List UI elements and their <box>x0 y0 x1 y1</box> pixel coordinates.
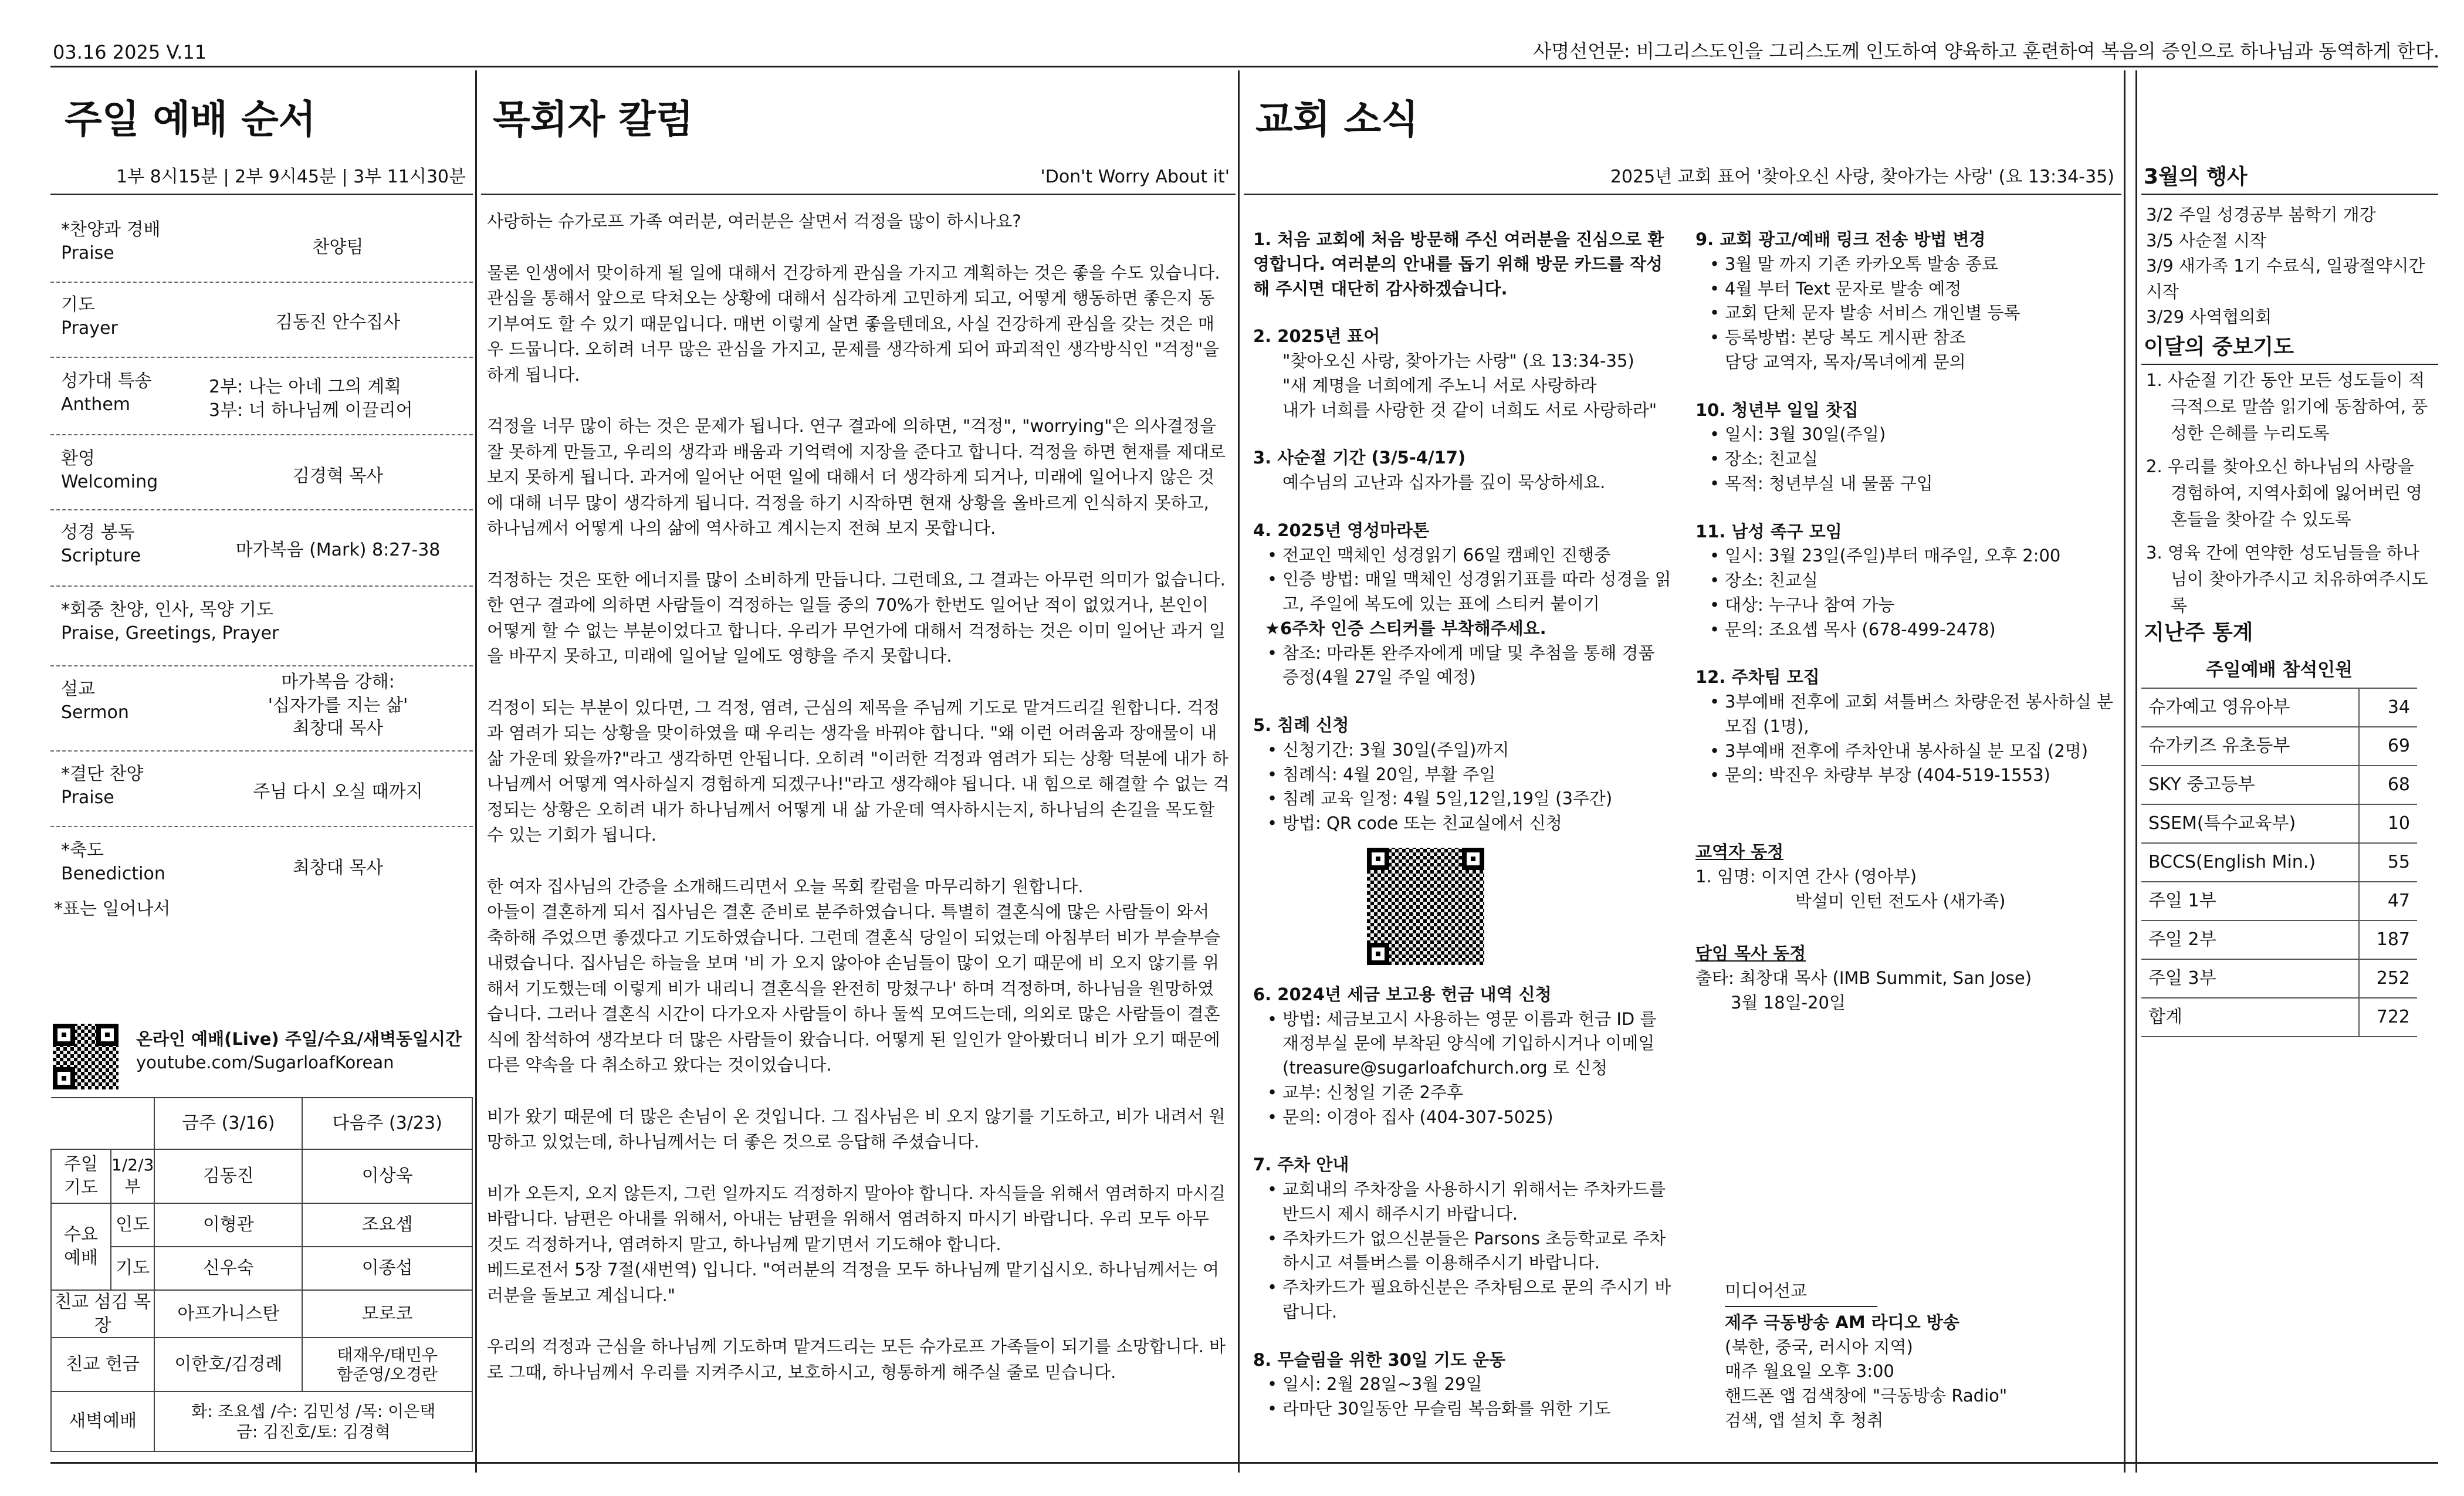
news-item <box>1253 228 1676 301</box>
service-item-label <box>61 763 143 809</box>
online-worship-title: 온라인 예배(Live) 주일/수요/새벽동일시간 <box>136 1029 462 1049</box>
divider-4 <box>2135 70 2137 1473</box>
attendance-row <box>2141 920 2417 959</box>
service-item-label <box>61 521 141 567</box>
service-item <box>50 751 473 827</box>
pastor-line: 3월 18일-20일 <box>1731 992 1846 1013</box>
event-item: 3/9 새가족 1기 수료식, 일광절약시간 시작 <box>2146 256 2425 302</box>
media-mission <box>1725 1279 2100 1433</box>
service-item-ko: *회중 찬양, 인사, 목양 기도 <box>61 600 274 620</box>
news-item-bullet: • 4월 부터 Text 문자로 발송 예정 <box>1725 277 2118 302</box>
dawn-service-leaders: 화: 조요셉 /수: 김민성 /목: 이은택 금: 김진호/토: 김경혁 <box>154 1392 472 1451</box>
bottom-rule <box>50 1462 2438 1464</box>
prayer-list <box>2146 367 2433 625</box>
event-item: 3/2 주일 성경공부 봄학기 개강 <box>2146 205 2376 225</box>
news-item-bullet: • 장소: 친교실 <box>1725 447 2118 472</box>
service-item-en: Welcoming <box>61 471 158 492</box>
duty-sub: 1/2/3 부 <box>111 1149 154 1203</box>
column-paragraph: 비가 오든지, 오지 않든지, 그런 일까지도 걱정하지 말아야 합니다. 자식들을 위해서 염려하지 마시길 바랍니다. 남편은 아내를 위해서, 아내는 남편을 위해서 염려하지 마시기 바랍니다. 우리 모두 아무 것도 걱정하거나, 염려하지 말고, 하나님께 맡기면서 기도해야 합니다. 베드로전서 5장 7절(새번역) 입니다. "여러분의 걱정을 모두 하나님께 맡기십시오. 하나님께서는 여러분을 돌보고 계십니다." <box>487 1183 1226 1305</box>
duty-header-next-week: 다음주 (3/23) <box>302 1098 472 1149</box>
attendance-row <box>2141 882 2417 920</box>
news-item-bullet: • 교부: 신청일 기준 2주후 <box>1282 1081 1676 1105</box>
news-item-bullet: • 라마단 30일동안 무슬림 복음화를 위한 기도 <box>1282 1397 1676 1421</box>
service-item-ko: 환영 <box>61 448 95 469</box>
news-item <box>1253 1153 1676 1324</box>
service-item-value: 최창대 목사 <box>292 858 384 878</box>
attendance-row <box>2141 688 2417 727</box>
duty-next-week: 이종섭 <box>302 1247 472 1290</box>
column-paragraph: 한 여자 집사님의 간증을 소개해드리면서 오늘 목회 칼럼을 마무리하기 원합니다. 아들이 결혼하게 되서 집사님은 결혼 준비로 분주하였습니다. 특별히 결혼식에 많은 사람들이 와서 축하해 주었으면 좋겠다고 기도하였습니다. 그런데 결혼식 당일이 되었는데 아침부터 비가 부슬부슬 내렸습니다. 집사님은 하늘을 보며 '비 가 오지 않아야 손님들이 많이 오기 때문에 비 오지 않기를 위해서 기도했는데 이렇게 비가 내리니 결혼식을 완전히 망쳤구나' 하며 걱정하며, 하나님을 원망하였습니다. 그러나 결혼식 시간이 다가오자 사람들이 하나 둘씩 모여드는데, 의외로 많은 사람들이 결혼식에 참석하여 생각보다 더 많은 사람들이 왔습니다. 어떻게 된 일인가 알아봤더니 비가 오기 때문에 다른 약속을 다 취소하고 왔다는 것이었습니다. <box>487 876 1220 1075</box>
column-body <box>487 209 1230 1411</box>
news-item-bullet: • 3부예배 전후에 교회 셔틀버스 차량운전 봉사하실 분 모집 (1명), <box>1725 690 2118 739</box>
news-item-text: "새 계명을 너희에게 주노니 서로 사랑하라 <box>1282 375 1597 395</box>
attendance-count: 722 <box>2359 998 2417 1037</box>
service-item-ko: *결단 찬양 <box>61 764 144 784</box>
service-item-ko: 설교 <box>61 679 95 699</box>
news-item-bullet: • 교회 단체 문자 발송 서비스 개인별 등록 <box>1725 301 2118 326</box>
service-item <box>50 509 473 587</box>
staff-news <box>1695 840 2118 1016</box>
prayer-item: 3. 영육 간에 연약한 성도님들을 하나님이 찾아가주시고 치유하여주시도록 <box>2146 542 2428 615</box>
attendance-count: 34 <box>2359 688 2417 727</box>
duty-this-week: 이한호/김경례 <box>154 1338 302 1392</box>
news-item-bullet: • 대상: 누구나 참여 가능 <box>1725 593 2118 618</box>
worship-title: 주일 예배 순서 <box>65 97 316 142</box>
service-item <box>50 358 473 435</box>
news-item-bullet: • 일시: 3월 23일(주일)부터 매주일, 오후 2:00 <box>1725 544 2118 568</box>
attendance-count: 252 <box>2359 959 2417 998</box>
service-item-ko: 성경 봉독 <box>61 522 135 543</box>
news-item-bullet: • 인증 방법: 매일 맥체인 성경읽기표를 따라 성경을 읽고, 주일에 복도에 있는 표에 스티커 붙이기 <box>1282 567 1676 617</box>
column-paragraph: 물론 인생에서 맞이하게 될 일에 대해서 건강하게 관심을 가지고 계획하는 것은 좋을 수도 있습니다. 관심을 통해서 앞으로 닥쳐오는 상황에 대해서 심각하게 고민하게 되고, 어떻게 행동하면 좋은지 동기부여도 할 수 있기 때문입니다. 매번 이렇게 살면 좋을텐데요, 사실 건강하게 관심을 갖는 것은 매우 드뭅니다. 오히려 너무 많은 관심을 가지고, 문제를 생각하게 되어 파괴적인 생각방식인 "걱정"을 하게 됩니다. <box>487 262 1220 385</box>
attendance-count: 69 <box>2359 727 2417 766</box>
service-item <box>50 207 473 283</box>
news-item-heading: 5. 침례 신청 <box>1253 715 1349 735</box>
news-item-text: "찾아오신 사랑, 찾아가는 사랑" (요 13:34-35) <box>1282 351 1634 371</box>
media-line: 매주 월요일 오후 3:00 <box>1725 1361 1894 1382</box>
footnote: *표는 일어나서 <box>54 899 171 919</box>
service-item-ko: *찬양과 경배 <box>61 219 161 240</box>
news-item <box>1253 713 1676 836</box>
news-item-bullet: • 문의: 조요셉 목사 (678-499-2478) <box>1725 618 2118 642</box>
service-item-ko: 성가대 특송 <box>61 371 152 391</box>
divider-1 <box>475 70 477 1473</box>
attendance-count: 68 <box>2359 766 2417 804</box>
duty-table <box>50 1097 473 1452</box>
service-item-label <box>61 598 279 645</box>
event-item: 3/5 사순절 시작 <box>2146 230 2267 251</box>
media-line: 핸드폰 앱 검색창에 "극동방송 Radio" <box>1725 1386 2008 1406</box>
media-title: 미디어선교 <box>1725 1281 1808 1301</box>
news-item-heading: 1. 처음 교회에 처음 방문해 주신 여러분을 진심으로 환영합니다. 여러분의 안내를 돕기 위해 방문 카드를 작성해 주시면 대단히 감사하겠습니다. <box>1253 229 1664 299</box>
service-item-ko: 기도 <box>61 295 95 315</box>
media-head: 제주 극동방송 AM 라디오 방송 <box>1725 1312 1959 1332</box>
news-item-bullet: • 침례 교육 일정: 4월 5일,12일,19일 (3주간) <box>1282 787 1676 811</box>
column-paragraph: 사랑하는 슈가로프 가족 여러분, 여러분은 살면서 걱정을 많이 하시나요? <box>487 211 1021 231</box>
news-item-bullet: • 문의: 박진우 차량부 부장 (404-519-1553) <box>1725 763 2118 788</box>
news-item <box>1695 398 2118 496</box>
column-paragraph: 걱정을 너무 많이 하는 것은 문제가 됩니다. 연구 결과에 의하면, "걱정", "worrying"은 의사결정을 잘 못하게 만들고, 우리의 생각과 배움과 기억력에 지장을 준다고 합니다. 걱정을 하면 현재를 제대로 보지 못하게 됩니다. 과거에 일어난 어떤 일에 대해서 더 생각하게 되거나, 미래에 일어나지 않은 것에 대해 너무 많이 생각하게 됩니다. 걱정을 하기 시작하면 현재 상황을 올바르게 인식하지 못하고, 하나님께서 어떻게 나의 삶에 역사하고 계시는지 전혀 보지 못합니다. <box>487 416 1226 538</box>
news-item-heading: 11. 남성 족구 모임 <box>1695 521 1842 541</box>
news-item-highlight: ★6주차 인증 스티커를 부착해주세요. <box>1265 618 1546 638</box>
news-item <box>1695 520 2118 642</box>
service-item-label <box>61 839 165 885</box>
pastor-line: 출타: 최창대 목사 (IMB Summit, San Jose) <box>1695 968 2032 988</box>
news-item <box>1253 983 1676 1130</box>
duty-group: 주일 기도 <box>51 1149 111 1203</box>
news-item <box>1695 665 2118 788</box>
attendance-table <box>2141 688 2417 1037</box>
attendance-group: 합계 <box>2141 998 2359 1037</box>
service-item <box>50 587 473 666</box>
news-item-bullet: • 침례식: 4월 20일, 부활 주일 <box>1282 763 1676 787</box>
news-item-bullet: • 3부예배 전후에 주차안내 봉사하실 분 모집 (2명) <box>1725 739 2118 764</box>
duty-next-week: 조요셉 <box>302 1203 472 1247</box>
news-item-bullet: • 문의: 이경아 집사 (404-307-5025) <box>1282 1105 1676 1130</box>
column-paragraph: 우리의 걱정과 근심을 하나님께 기도하며 맡겨드리는 모든 슈가로프 가족들이 되기를 소망합니다. 바로 그때, 하나님께서 우리를 지켜주시고, 보호하시고, 형통하게 해주실 줄로 믿습니다. <box>487 1336 1226 1382</box>
attendance-row <box>2141 727 2417 766</box>
news-title: 교회 소식 <box>1255 97 1419 142</box>
service-item-en: Prayer <box>61 317 118 339</box>
duty-header-this-week: 금주 (3/16) <box>154 1098 302 1149</box>
news-left-column <box>1253 228 1676 1445</box>
news-item-heading: 3. 사순절 기간 (3/5-4/17) <box>1253 448 1466 468</box>
prayer-rule <box>2141 364 2438 365</box>
news-item-bullet: • 3월 말 까지 기존 카카오톡 발송 종료 <box>1725 252 2118 277</box>
duty-group: 친교 섬김 목장 <box>51 1290 154 1338</box>
duty-this-week: 이형관 <box>154 1203 302 1247</box>
service-item-label <box>61 370 151 416</box>
service-item-en: Praise <box>61 787 114 808</box>
news-item-heading: 10. 청년부 일일 찻집 <box>1695 400 1859 420</box>
attendance-count: 187 <box>2359 920 2417 959</box>
news-item-bullet: • 교회내의 주차장을 사용하시기 위해서는 주차카드를 반드시 제시 해주시기 바랍니다. <box>1282 1177 1676 1227</box>
prayer-item: 1. 사순절 기간 동안 모든 성도들이 적극적으로 말씀 읽기에 동참하여, 풍성한 은혜를 누리도록 <box>2146 370 2428 443</box>
news-item-heading: 6. 2024년 세금 보고용 헌금 내역 신청 <box>1253 984 1552 1004</box>
news-item-heading: 9. 교회 광고/예배 링크 전송 방법 변경 <box>1695 229 1986 249</box>
service-item-value: 마가복음 (Mark) 8:27-38 <box>235 540 441 560</box>
church-motto: 2025년 교회 표어 '찾아오신 사랑, 찾아가는 사랑' (요 13:34-35) <box>1610 167 2114 187</box>
stats-subtitle: 주일예배 참석인원 <box>2205 659 2353 681</box>
news-item-bullet: • 전교인 맥체인 성경읽기 66일 캠페인 진행중 <box>1282 543 1676 568</box>
service-item <box>50 435 473 510</box>
service-item-en: Sermon <box>61 702 129 723</box>
service-item-value: 2부: 나는 아네 그의 계획 3부: 너 하나님께 이끌리어 <box>209 377 413 421</box>
attendance-group: 주일 1부 <box>2141 882 2359 920</box>
news-item-bullet: • 장소: 친교실 <box>1725 568 2118 593</box>
news-item <box>1253 1348 1676 1421</box>
service-item-label <box>61 218 160 265</box>
attendance-count: 10 <box>2359 804 2417 843</box>
duty-group: 새벽예배 <box>51 1392 154 1451</box>
service-item-en: Scripture <box>61 545 141 566</box>
news-item-bullet: • 방법: 세금보고시 사용하는 영문 이름과 헌금 ID 를 재정부실 문에 부착된 양식에 기입하시거나 이메일 (treasure@sugarloafchurch.org 로 신청 <box>1282 1007 1676 1081</box>
duty-sub: 기도 <box>111 1247 154 1290</box>
staff-line: 1. 임명: 이지연 간사 (영아부) <box>1695 866 1917 886</box>
news-rule <box>1244 194 2121 195</box>
events-rule <box>2141 194 2438 195</box>
event-item: 3/29 사역협의회 <box>2146 307 2272 327</box>
media-line: 검색, 앱 설치 후 청취 <box>1725 1410 1884 1430</box>
news-item <box>1695 228 2118 375</box>
top-rule <box>50 66 2438 67</box>
service-item-label <box>61 678 129 724</box>
attendance-row <box>2141 998 2417 1037</box>
media-line: (북한, 중국, 러시아 지역) <box>1725 1336 1913 1357</box>
column-paragraph: 비가 왔기 때문에 더 많은 손님이 온 것입니다. 그 집사님은 비 오지 않기를 기도하고, 비가 내려서 원망하고 있었는데, 하나님께서는 더 좋은 것으로 응답해 주셨습니다. <box>487 1106 1226 1152</box>
service-item-en: Benediction <box>61 863 165 884</box>
staff-title: 교역자 동정 <box>1695 842 1784 862</box>
column-paragraph: 걱정이 되는 부분이 있다면, 그 걱정, 염려, 근심의 제목을 주님께 기도로 맡겨드리길 원합니다. 걱정과 염려가 되는 상황을 맞이하였을 때 우리는 생각을 바꿔야 합니다. "왜 이런 어려움과 장애물이 내 삶 가운데 왔을까?"라고 생각하면 안됩니다. 오히려 "이러한 걱정과 염려가 되는 상황 덕분에 내가 하나님께서 어떻게 역사하실지 경험하게 되겠구나!"라고 생각해야 됩니다. 내 힘으로 해결할 수 없는 걱정되는 상황은 오히려 내가 하나님께서 어떻게 내 삶 가운데 역사하시는지, 하나님의 손길을 목도할 수 있는 기회가 됩니다. <box>487 697 1230 845</box>
service-item <box>50 827 473 895</box>
column-rule <box>481 194 1236 195</box>
news-item-heading: 7. 주차 안내 <box>1253 1155 1349 1175</box>
service-item <box>50 282 473 358</box>
news-item-heading: 12. 주차팀 모집 <box>1695 667 1820 688</box>
attendance-row <box>2141 959 2417 998</box>
events-list <box>2146 202 2433 330</box>
worship-rule <box>50 194 473 195</box>
service-item <box>50 666 473 752</box>
duty-next-week: 모로코 <box>302 1290 472 1338</box>
attendance-count: 47 <box>2359 882 2417 920</box>
attendance-group: 주일 2부 <box>2141 920 2359 959</box>
duty-corner <box>51 1098 154 1149</box>
service-item-en: Praise, Greetings, Prayer <box>61 622 279 644</box>
column-subtitle: 'Don't Worry About it' <box>1040 167 1230 187</box>
staff-line: 박설미 인턴 전도사 (새가족) <box>1795 891 2006 911</box>
online-worship-url[interactable]: youtube.com/SugarloafKorean <box>136 1052 394 1072</box>
news-item-bullet: • 일시: 3월 30일(주일) <box>1725 422 2118 447</box>
news-item <box>1253 446 1676 495</box>
duty-sub: 인도 <box>111 1203 154 1247</box>
youtube-qr-code[interactable] <box>53 1024 119 1089</box>
duty-group: 수요 예배 <box>51 1203 111 1290</box>
attendance-group: BCCS(English Min.) <box>2141 843 2359 882</box>
attendance-group: SKY 중고등부 <box>2141 766 2359 804</box>
news-item-bullet: • 방법: QR code 또는 친교실에서 신청 <box>1282 811 1676 836</box>
news-item-bullet: • 참조: 마라톤 완주자에게 메달 및 추첨을 통해 경품 증정(4월 27일 주일 예정) <box>1282 641 1676 691</box>
news-item-bullet: • 일시: 2월 28일~3월 29일 <box>1282 1372 1676 1397</box>
service-item-label <box>61 447 158 493</box>
attendance-group: 주일 3부 <box>2141 959 2359 998</box>
duty-this-week: 아프가니스탄 <box>154 1290 302 1338</box>
news-item-bullet: • 등록방법: 본당 복도 게시판 참조 담당 교역자, 목자/목녀에게 문의 <box>1725 326 2118 375</box>
service-item-value: 김동진 안수집사 <box>275 312 401 333</box>
news-item-bullet: • 신청기간: 3월 30일(주일)까지 <box>1282 738 1676 763</box>
news-item-bullet: • 주차카드가 필요하신분은 주차팀으로 문의 주시기 바랍니다. <box>1282 1275 1676 1325</box>
attendance-row <box>2141 843 2417 882</box>
prayer-title: 이달의 중보기도 <box>2144 335 2294 359</box>
date-version: 03.16 2025 V.11 <box>53 41 207 63</box>
duty-this-week: 신우숙 <box>154 1247 302 1290</box>
service-item-ko: *축도 <box>61 840 104 861</box>
news-item-heading: 2. 2025년 표어 <box>1253 326 1380 347</box>
attendance-row <box>2141 804 2417 843</box>
service-times: 1부 8시15분 | 2부 9시45분 | 3부 11시30분 <box>116 167 466 187</box>
attendance-group: 슈가예고 영유아부 <box>2141 688 2359 727</box>
column-paragraph: 걱정하는 것은 또한 에너지를 많이 소비하게 만듭니다. 그런데요, 그 결과는 아무런 의미가 없습니다. 한 연구 결과에 의하면 사람들이 걱정하는 일들 중의 70%가 한번도 일어난 적이 없었거나, 본인이 어떻게 할 수 없는 부분이었다고 합니다. 우리가 무언가에 대해서 걱정하는 것은 이미 일어난 과거 일을 바꾸지 못하고, 미래에 일어날 일에도 영향을 주지 못합니다. <box>487 569 1226 666</box>
baptism-qr-code[interactable] <box>1367 848 1484 965</box>
attendance-group: 슈가키즈 유초등부 <box>2141 727 2359 766</box>
news-item-bullet: • 주차카드가 없으신분들은 Parsons 초등학교로 주차하시고 셔틀버스를 이용해주시기 바랍니다. <box>1282 1227 1676 1276</box>
service-item-value: 주님 다시 오실 때까지 <box>253 781 423 802</box>
column-title: 목회자 칼럼 <box>493 97 693 142</box>
duty-next-week: 이상욱 <box>302 1149 472 1203</box>
news-item-text: 예수님의 고난과 십자가를 깊이 묵상하세요. <box>1282 472 1606 492</box>
divider-2 <box>1238 70 1240 1473</box>
prayer-item: 2. 우리를 찾아오신 하나님의 사랑을 경험하여, 지역사회에 잃어버린 영혼들을 찾아갈 수 있도록 <box>2146 456 2423 529</box>
service-item-value: 찬양팀 <box>312 237 364 258</box>
duty-this-week: 김동진 <box>154 1149 302 1203</box>
service-item-en: Anthem <box>61 394 130 415</box>
stats-title: 지난주 통계 <box>2144 621 2253 645</box>
attendance-row <box>2141 766 2417 804</box>
service-item-value: 김경혁 목사 <box>292 466 384 486</box>
divider-3 <box>2124 70 2125 1473</box>
media-rule <box>1725 1306 1877 1307</box>
news-item-heading: 8. 무슬림을 위한 30일 기도 운동 <box>1253 1349 1506 1370</box>
news-item <box>1253 519 1676 690</box>
duty-next-week: 태재우/태민우 함준영/오경란 <box>302 1338 472 1392</box>
news-item <box>1253 324 1676 422</box>
pastor-title: 담임 목사 동정 <box>1695 943 1806 964</box>
news-item-text: 내가 너희를 사랑한 것 같이 너희도 서로 사랑하라" <box>1282 400 1657 420</box>
events-title: 3월의 행사 <box>2144 165 2248 189</box>
duty-group: 친교 헌금 <box>51 1338 154 1392</box>
service-item-value: 마가복음 강해: '십자가를 지는 삶' 최창대 목사 <box>268 672 408 739</box>
attendance-group: SSEM(특수교육부) <box>2141 804 2359 843</box>
mission-statement: 사명선언문: 비그리스도인을 그리스도께 인도하여 양육하고 훈련하여 복음의 증인으로 하나님과 동역하게 한다. <box>1533 40 2439 62</box>
service-item-label <box>61 293 118 340</box>
service-item-en: Praise <box>61 242 114 263</box>
news-item-heading: 4. 2025년 영성마라톤 <box>1253 520 1430 540</box>
attendance-count: 55 <box>2359 843 2417 882</box>
news-right-column <box>1695 228 2118 811</box>
news-item-bullet: • 목적: 청년부실 내 물품 구입 <box>1725 472 2118 496</box>
